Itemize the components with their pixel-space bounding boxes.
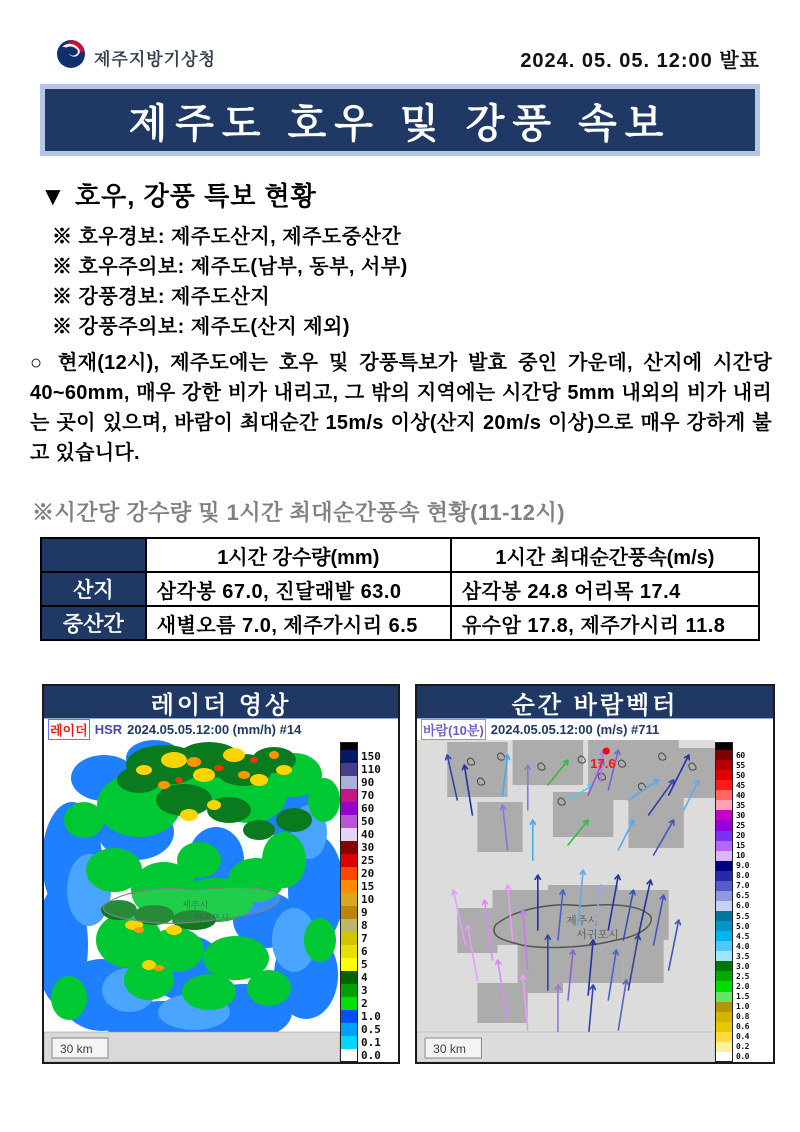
wind-datetime-label: 2024.05.05.12:00 (m/s) #711: [490, 722, 660, 737]
radar-city1-label: 제주시: [182, 900, 209, 910]
row-label: 중산간: [41, 606, 146, 640]
max-wind-marker-dot: [603, 748, 610, 755]
rain-values: 새별오름 7.0, 제주가시리 6.5: [146, 606, 451, 640]
radar-type-label: HSR: [94, 722, 123, 737]
wind-panel-title: 순간 바람벡터: [511, 691, 679, 719]
wind-caption: [417, 719, 773, 740]
advisory-heading: ▼ 호우, 강풍 특보 현황: [40, 181, 317, 211]
radar-panel-title: 레이더 영상: [150, 691, 292, 719]
wind-values: 유수암 17.8, 제주가시리 11.8: [451, 606, 759, 640]
government-taegeuk-logo-icon: [55, 38, 87, 70]
row-label: 산지: [41, 572, 146, 606]
page-title: 제주도 호우 및 강풍 속보: [128, 101, 672, 146]
wind-scale-label: 30 km: [433, 1042, 466, 1056]
radar-city2-label: 서귀포시: [194, 913, 229, 923]
advisory-item: ※ 강풍경보: 제주도산지: [52, 286, 271, 308]
radar-datetime-label: 2024.05.05.12:00 (mm/h) #14: [127, 722, 302, 737]
wind-panel: [415, 684, 775, 1064]
advisory-item: ※ 호우주의보: 제주도(남부, 동부, 서부): [52, 256, 408, 278]
radar-scale-label: 30 km: [60, 1042, 93, 1056]
radar-map-image: [44, 740, 340, 1062]
wind-product-label: 바람(10분): [421, 719, 486, 740]
radar-product-label: 레이더: [48, 719, 90, 740]
table-row: [41, 572, 759, 606]
wind-panel-title-bar: [417, 686, 773, 719]
max-wind-value: 17.6: [590, 756, 616, 771]
radar-colorbar: 150 110 90 70 60 50 40 30 25 20 15 10 9 8 7 6 5 4 3 2 1.0 0.5 0.1 0.0: [340, 740, 398, 1062]
table-heading: ※시간당 강수량 및 1시간 최대순간풍속 현황(11-12시): [32, 500, 566, 525]
radar-caption: [44, 719, 398, 740]
summary-paragraph: ○ 현재(12시), 제주도에는 호우 및 강풍특보가 발효 중인 가운데, 산지에 시간당 40~60mm, 매우 강한 비가 내리고, 그 밖의 지역에는 시간당 5mm 내외의 비가 내리는 곳이 있으며, 바람이 최대순간 15m/s 이상(산지 20m/s 이상)으로 매우 강하게 불고 있습니다.: [30, 352, 772, 464]
agency-name: 제주지방기상청: [94, 50, 216, 69]
radar-panel-title-bar: [44, 686, 398, 719]
column-header-rain: 1시간 강수량(mm): [146, 538, 451, 572]
table-row: [41, 606, 759, 640]
issued-datetime: 2024. 05. 05. 12:00 발표: [520, 50, 760, 72]
title-banner: [40, 84, 760, 156]
observation-table: [40, 537, 760, 641]
corner-cell: [41, 538, 146, 572]
wind-values: 삼각봉 24.8 어리목 17.4: [451, 572, 759, 606]
wind-colorbar: 60 55 50 45 40 35 30 25 20 15 10 9.0 8.0 7.0 6.5 6.0 5.5 5.0 4.5 4.0 3.5 3.0 2.5 2.0 1.5 1.0 0.8 0.6 0.4 0.2 0.0: [715, 740, 773, 1062]
radar-panel: [42, 684, 400, 1064]
column-header-wind: 1시간 최대순간풍속(m/s): [451, 538, 759, 572]
advisory-item: ※ 호우경보: 제주도산지, 제주도중산간: [52, 226, 402, 248]
advisory-list: [52, 222, 408, 342]
table-header-row: [41, 538, 759, 572]
wind-city1-label: 제주시: [566, 915, 599, 927]
rain-values: 삼각봉 67.0, 진달래밭 63.0: [146, 572, 451, 606]
wind-map-image: [417, 740, 715, 1062]
wind-city2-label: 서귀포시: [576, 929, 619, 941]
advisory-item: ※ 강풍주의보: 제주도(산지 제외): [52, 316, 350, 338]
